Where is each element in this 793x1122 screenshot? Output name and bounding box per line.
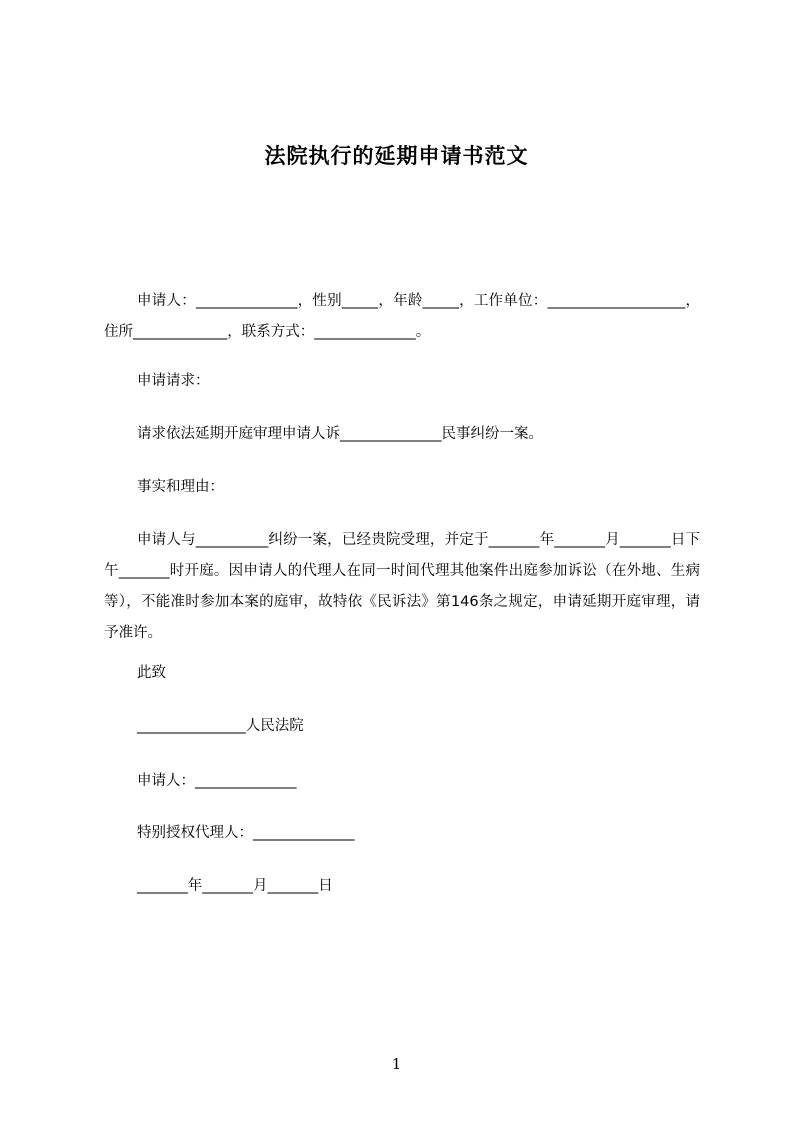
applicant-info: 申请人：______________，性别_____，年龄_____，工作单位：___________________，住所_____________，联系方式：______________。 (104, 293, 700, 340)
agent-signature: 特别授权代理人：______________ (137, 825, 355, 841)
request-body: 请求依法延期开庭审理申请人诉______________民事纠纷一案。 (137, 426, 543, 442)
document-title: 法院执行的延期申请书范文 (264, 144, 529, 168)
salutation: 此致 (137, 665, 166, 681)
page-number: 1 (391, 1055, 402, 1073)
applicant-signature: 申请人：______________ (137, 773, 297, 789)
date-line: _______年_______月_______日 (137, 878, 333, 894)
facts-heading: 事实和理由： (137, 479, 224, 495)
court-name: _______________人民法院 (137, 718, 304, 734)
facts-body: 申请人与__________纠纷一案，已经贵院受理，并定于_______年_______月_______日下午_______时开庭。因申请人的代理人在同一时间代理其他案件出庭参加诉讼（在外地、生病等），不能准时参加本案的庭审，故特依《民诉法》第146条之规定，申请延期开庭审理，请予准许。 (104, 532, 700, 641)
request-heading: 申请请求： (137, 373, 210, 389)
